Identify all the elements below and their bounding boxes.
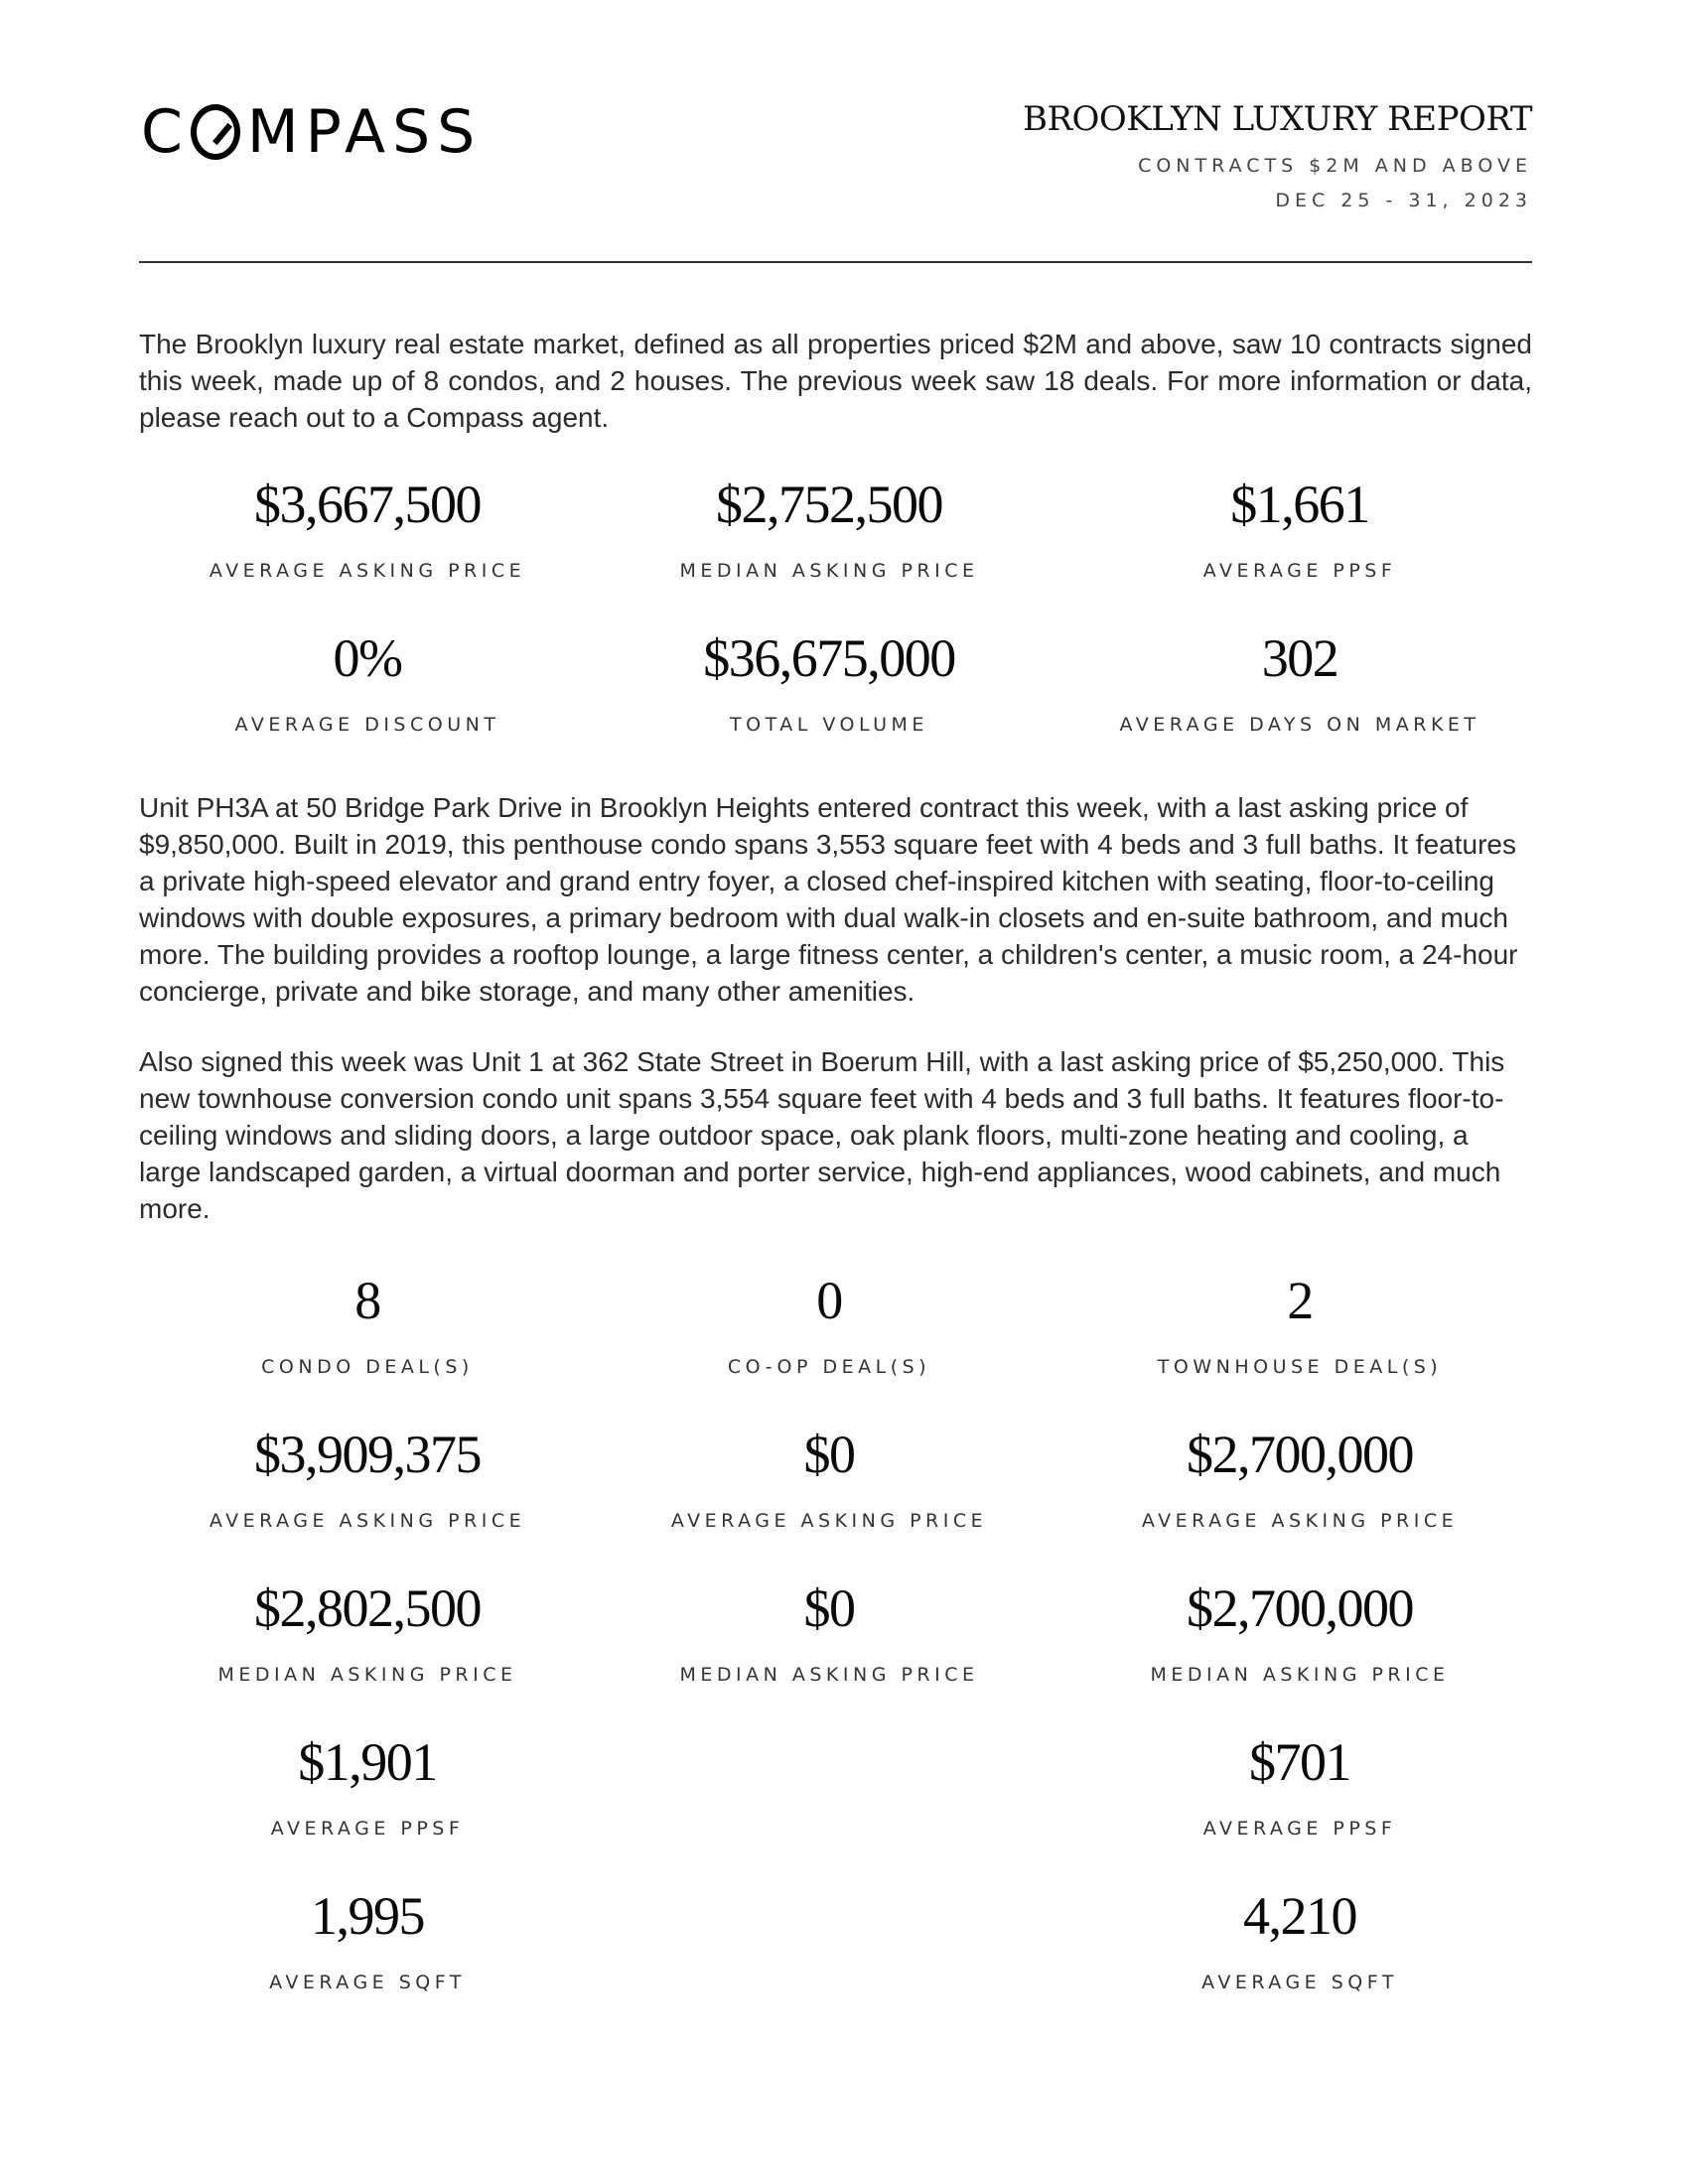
stat-label: TOWNHOUSE DEAL(S) [1157, 1356, 1443, 1378]
stat-label: AVERAGE PPSF [1202, 560, 1397, 582]
stat-label: MEDIAN ASKING PRICE [679, 1664, 979, 1686]
stat-label: AVERAGE DAYS ON MARKET [1119, 714, 1480, 736]
townhouse-average-sqft [1081, 1886, 1518, 1993]
stat-value: $1,901 [298, 1732, 437, 1792]
compass-o-icon [191, 104, 240, 160]
stat-value: $0 [803, 1578, 855, 1638]
logo-letters-mpass: MPASS [246, 97, 483, 167]
stat-value: $701 [1249, 1732, 1350, 1792]
condo-average-ppsf [149, 1732, 586, 1840]
stat-label: CONDO DEAL(S) [261, 1356, 474, 1378]
coop-average-asking-price [611, 1425, 1048, 1532]
stat-average-discount [149, 628, 586, 736]
condo-deals [149, 1271, 586, 1378]
report-date-range: DEC 25 - 31, 2023 [1275, 190, 1532, 211]
stat-label: AVERAGE PPSF [1202, 1818, 1397, 1840]
highlight-paragraph-1: Unit PH3A at 50 Bridge Park Drive in Brooklyn Heights entered contract this week, with a last asking price of $9,850,000. Built in 2019, this penthouse condo spans 3,553 square feet with 4 beds and 3 full baths. It features a private high-speed elevator and grand entry foyer, a closed chef-inspired kitchen with seating, floor-to-ceiling windows with double exposures, a primary bedroom with dual walk-in closets and en-suite bathroom, and much more. The building provides a rooftop lounge, a large fitness center, a children's center, a music room, a 24-hour concierge, private and bike storage, and many other amenities. [139, 792, 1518, 1007]
townhouse-average-ppsf [1081, 1732, 1518, 1840]
stat-label: AVERAGE ASKING PRICE [1141, 1510, 1459, 1532]
stat-label: AVERAGE SQFT [269, 1972, 466, 1993]
coop-deals [611, 1271, 1048, 1378]
stat-label: AVERAGE PPSF [270, 1818, 465, 1840]
townhouse-deals [1081, 1271, 1518, 1378]
report-title: BROOKLYN LUXURY REPORT [1022, 99, 1532, 139]
stat-value: $3,909,375 [254, 1425, 481, 1484]
stat-value: $2,802,500 [254, 1578, 481, 1638]
stat-label: AVERAGE ASKING PRICE [209, 1510, 526, 1532]
report-subtitle: CONTRACTS $2M AND ABOVE [1138, 155, 1532, 177]
coop-median-asking-price [611, 1578, 1048, 1686]
townhouse-average-asking-price [1081, 1425, 1518, 1532]
stat-value: 0 [816, 1271, 842, 1330]
townhouse-median-asking-price [1081, 1578, 1518, 1686]
stat-average-asking-price [149, 475, 586, 582]
stat-label: AVERAGE ASKING PRICE [209, 560, 526, 582]
logo-wordmark [141, 97, 483, 167]
compass-logo [141, 97, 563, 167]
stat-value: 302 [1261, 628, 1338, 688]
header-divider [139, 261, 1532, 263]
stat-label: AVERAGE DISCOUNT [234, 714, 500, 736]
condo-average-asking-price [149, 1425, 586, 1532]
stat-value: 1,995 [311, 1886, 424, 1946]
stat-value: 8 [354, 1271, 380, 1330]
stat-value: $2,752,500 [716, 475, 942, 534]
stat-value: $0 [803, 1425, 855, 1484]
logo-letter-c: C [141, 97, 190, 167]
condo-average-sqft [149, 1886, 586, 1993]
stat-value: $2,700,000 [1187, 1578, 1413, 1638]
stat-value: $36,675,000 [703, 628, 955, 688]
stat-value: $2,700,000 [1187, 1425, 1413, 1484]
highlight-paragraph-2: Also signed this week was Unit 1 at 362 State Street in Boerum Hill, with a last asking price of $5,250,000. This new townhouse conversion condo unit spans 3,554 square feet with 4 beds and 3 full baths. It features floor-to-ceiling windows and sliding doors, a large outdoor space, oak plank floors, multi-zone heating and cooling, a large landscaped garden, a virtual doorman and porter service, high-end appliances, wood cabinets, and much more. [139, 1046, 1505, 1224]
stat-value: 2 [1287, 1271, 1313, 1330]
condo-median-asking-price [149, 1578, 586, 1686]
stat-total-volume [611, 628, 1048, 736]
intro-paragraph: The Brooklyn luxury real estate market, defined as all properties priced $2M and above, saw 10 contracts signed this week, made up of 8 condos, and 2 houses. The previous week saw 18 deals. For more information or data, please reach out to a Compass agent. [139, 329, 1532, 433]
stat-value: 0% [333, 628, 402, 688]
stat-value: $1,661 [1230, 475, 1369, 534]
stat-label: TOTAL VOLUME [730, 714, 928, 736]
stat-label: MEDIAN ASKING PRICE [1150, 1664, 1450, 1686]
stat-label: MEDIAN ASKING PRICE [217, 1664, 517, 1686]
stat-label: AVERAGE ASKING PRICE [670, 1510, 988, 1532]
stat-value: 4,210 [1243, 1886, 1356, 1946]
stat-label: CO-OP DEAL(S) [727, 1356, 931, 1378]
report-page [139, 0, 1532, 2184]
stat-value: $3,667,500 [254, 475, 481, 534]
stat-label: MEDIAN ASKING PRICE [679, 560, 979, 582]
stat-average-days-on-market [1081, 628, 1518, 736]
stat-median-asking-price [611, 475, 1048, 582]
stat-label: AVERAGE SQFT [1201, 1972, 1398, 1993]
stat-average-ppsf [1081, 475, 1518, 582]
